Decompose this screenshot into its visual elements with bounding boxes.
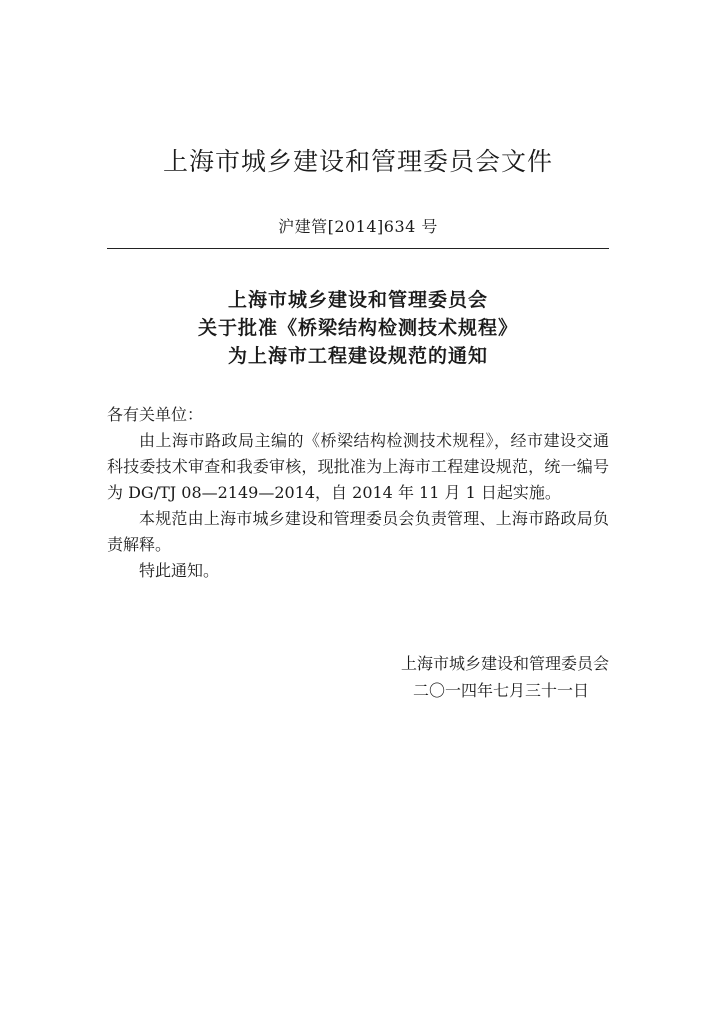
notice-body — [107, 402, 609, 584]
salutation: 各有关单位： — [107, 405, 204, 424]
notice-title-line-1: 上海市城乡建设和管理委员会 — [227, 289, 488, 311]
notice-title — [0, 286, 716, 370]
notice-title-line-3: 为上海市工程建设规范的通知 — [227, 345, 488, 367]
notice-title-line-2: 关于批准《桥梁结构检测技术规程》 — [197, 317, 518, 339]
document-header-title: 上海市城乡建设和管理委员会文件 — [162, 147, 553, 176]
document-number: 沪建管[2014]634 号 — [278, 217, 438, 236]
header-divider — [107, 248, 609, 249]
signature-issuer: 上海市城乡建设和管理委员会 — [400, 654, 609, 673]
body-paragraph-2: 本规范由上海市城乡建设和管理委员会负责管理、上海市路政局负责解释。 — [107, 509, 609, 554]
signature-date: 二〇一四年七月三十一日 — [412, 681, 589, 700]
signature-block — [401, 650, 609, 704]
body-paragraph-3: 特此通知。 — [139, 561, 220, 580]
body-paragraph-1: 由上海市路政局主编的《桥梁结构检测技术规程》，经市建设交通科技委技术审查和我委审核，现批准为上海市工程建设规范，统一编号为 DG/TJ 08—2149—2014，自 2014 年 11 月 1 日起实施。 — [107, 431, 609, 502]
